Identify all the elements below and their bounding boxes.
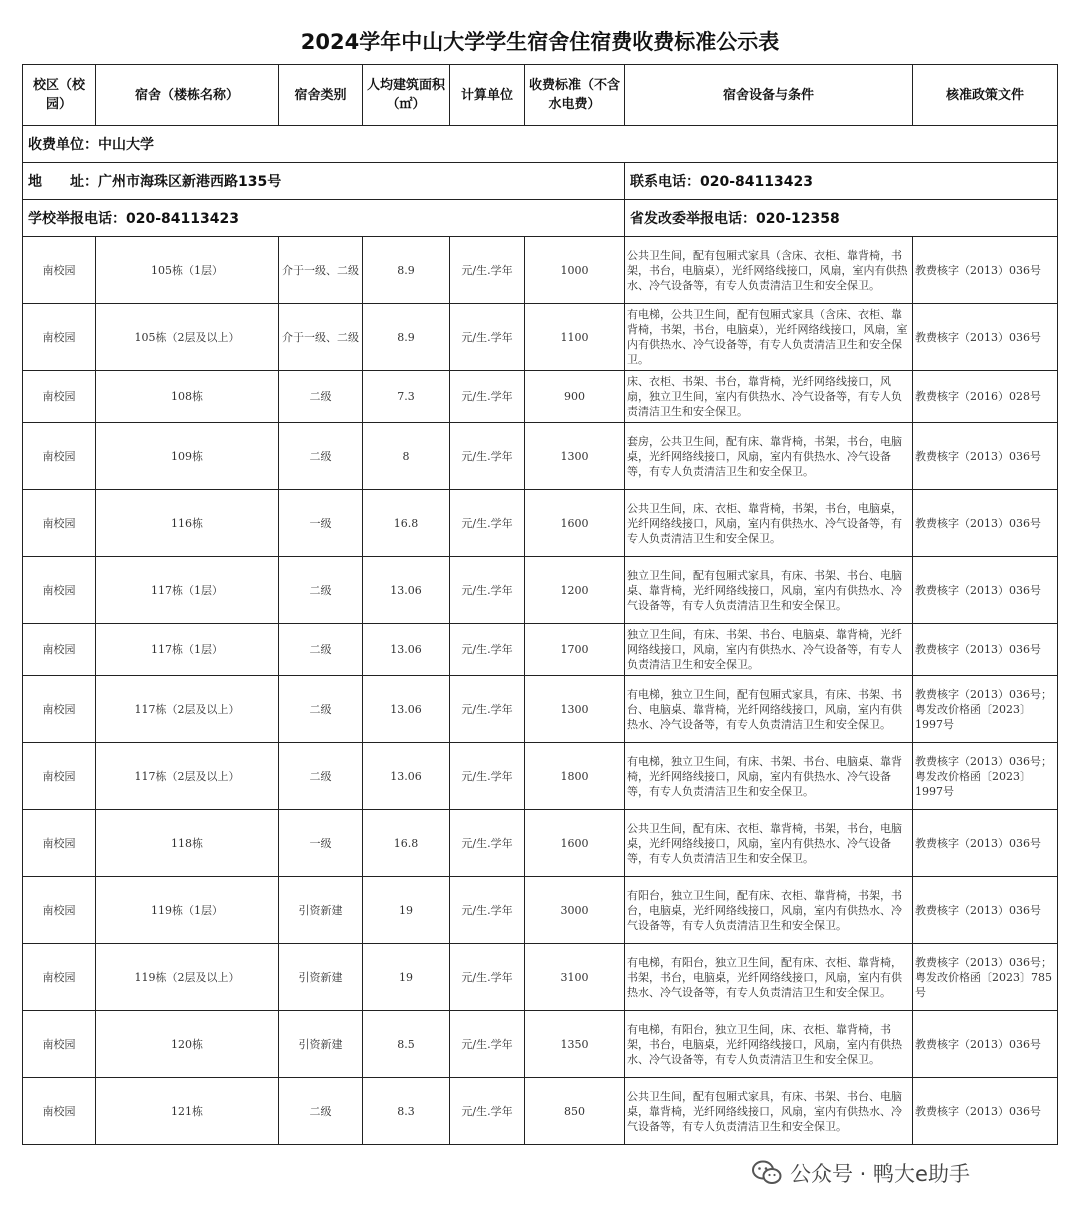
address-label: 地 址： — [28, 174, 98, 190]
area-cell: 8.5 — [363, 1011, 450, 1078]
fee-cell: 1300 — [525, 423, 625, 490]
policy-cell: 教费核字（2013）036号 — [913, 423, 1058, 490]
campus-cell: 南校园 — [23, 743, 96, 810]
table-row — [23, 371, 1058, 423]
policy-cell: 教费核字（2013）036号 — [913, 304, 1058, 371]
campus-cell: 南校园 — [23, 423, 96, 490]
province-report-phone — [625, 200, 1058, 237]
unit-cell: 元/生.学年 — [450, 557, 525, 624]
area-cell: 8.9 — [363, 304, 450, 371]
conditions-cell: 公共卫生间，配有包厢式家具（含床、衣柜、靠背椅，书架，书台，电脑桌），光纤网络线接口，风扇，室内有供热水、冷气设备等，有专人负责清洁卫生和安全保卫。 — [625, 237, 913, 304]
fee-cell: 1350 — [525, 1011, 625, 1078]
conditions-cell: 有电梯，有阳台，独立卫生间，床、衣柜、靠背椅，书架，书台，电脑桌，光纤网络线接口，风扇，室内有供热水、冷气设备等，有专人负责清洁卫生和安全保卫。 — [625, 1011, 913, 1078]
campus-cell: 南校园 — [23, 624, 96, 676]
policy-cell: 教费核字（2013）036号 — [913, 237, 1058, 304]
campus-cell: 南校园 — [23, 676, 96, 743]
area-cell: 19 — [363, 944, 450, 1011]
unit-cell: 元/生.学年 — [450, 1078, 525, 1145]
table-row — [23, 423, 1058, 490]
unit-cell: 元/生.学年 — [450, 1011, 525, 1078]
unit-cell: 元/生.学年 — [450, 624, 525, 676]
category-cell: 二级 — [279, 423, 363, 490]
category-cell: 二级 — [279, 557, 363, 624]
table-row — [23, 1078, 1058, 1145]
building-cell: 108栋 — [96, 371, 279, 423]
campus-cell: 南校园 — [23, 877, 96, 944]
area-cell: 8 — [363, 423, 450, 490]
area-cell: 13.06 — [363, 676, 450, 743]
fee-cell: 1600 — [525, 490, 625, 557]
fee-cell: 1000 — [525, 237, 625, 304]
unit-cell: 元/生.学年 — [450, 743, 525, 810]
policy-cell: 教费核字（2013）036号；粤发改价格函〔2023〕785号 — [913, 944, 1058, 1011]
watermark-text: 公众号 · 鸭大e助手 — [790, 1162, 970, 1186]
building-cell: 109栋 — [96, 423, 279, 490]
document-title: 2024学年中山大学学生宿舍住宿费收费标准公示表 — [300, 30, 780, 54]
unit-cell: 元/生.学年 — [450, 304, 525, 371]
conditions-cell: 有电梯，独立卫生间，有床、书架、书台、电脑桌、靠背椅，光纤网络线接口，风扇，室内有供热水、冷气设备等，有专人负责清洁卫生和安全保卫。 — [625, 743, 913, 810]
conditions-cell: 独立卫生间，有床、书架、书台、电脑桌、靠背椅，光纤网络线接口，风扇，室内有供热水、冷气设备等，有专人负责清洁卫生和安全保卫。 — [625, 624, 913, 676]
province-report-label: 省发改委举报电话： — [630, 211, 756, 227]
fee-cell: 1200 — [525, 557, 625, 624]
contact-phone — [625, 163, 1058, 200]
campus-cell: 南校园 — [23, 810, 96, 877]
category-cell: 二级 — [279, 1078, 363, 1145]
conditions-cell: 有电梯，独立卫生间，配有包厢式家具，有床、书架、书台、电脑桌、靠背椅，光纤网络线接口，风扇，室内有供热水、冷气设备等，有专人负责清洁卫生和安全保卫。 — [625, 676, 913, 743]
campus-cell: 南校园 — [23, 371, 96, 423]
school-report-label: 学校举报电话： — [28, 211, 126, 227]
conditions-cell: 有电梯，有阳台，独立卫生间，配有床、衣柜、靠背椅，书架，书台，电脑桌，光纤网络线接口，风扇，室内有供热水、冷气设备等，有专人负责清洁卫生和安全保卫。 — [625, 944, 913, 1011]
building-cell: 105栋（2层及以上） — [96, 304, 279, 371]
table-row — [23, 743, 1058, 810]
header-building: 宿舍（楼栋名称） — [96, 65, 279, 126]
unit-cell: 元/生.学年 — [450, 237, 525, 304]
fee-cell: 1600 — [525, 810, 625, 877]
header-conditions: 宿舍设备与条件 — [625, 65, 913, 126]
table-row — [23, 557, 1058, 624]
unit-cell: 元/生.学年 — [450, 490, 525, 557]
conditions-cell: 公共卫生间，配有床、衣柜、靠背椅，书架，书台，电脑桌，光纤网络线接口，风扇，室内有供热水、冷气设备等，有专人负责清洁卫生和安全保卫。 — [625, 810, 913, 877]
policy-cell: 教费核字（2013）036号 — [913, 1078, 1058, 1145]
area-cell: 8.9 — [363, 237, 450, 304]
campus-cell: 南校园 — [23, 490, 96, 557]
area-cell: 7.3 — [363, 371, 450, 423]
policy-cell: 教费核字（2013）036号 — [913, 624, 1058, 676]
contact-phone-label: 联系电话： — [630, 174, 700, 190]
fee-cell: 3000 — [525, 877, 625, 944]
fee-cell: 3100 — [525, 944, 625, 1011]
conditions-cell: 套房，公共卫生间，配有床、靠背椅，书架，书台，电脑桌，光纤网络线接口，风扇，室内有供热水、冷气设备等，有专人负责清洁卫生和安全保卫。 — [625, 423, 913, 490]
table-row — [23, 304, 1058, 371]
table-row — [23, 676, 1058, 743]
address-value: 广州市海珠区新港西路135号 — [98, 174, 282, 190]
header-category: 宿舍类别 — [279, 65, 363, 126]
province-report-value: 020-12358 — [756, 211, 840, 227]
policy-cell: 教费核字（2013）036号 — [913, 877, 1058, 944]
area-cell: 8.3 — [363, 1078, 450, 1145]
building-cell: 119栋（2层及以上） — [96, 944, 279, 1011]
fee-cell: 1300 — [525, 676, 625, 743]
wechat-icon — [752, 1160, 782, 1186]
category-cell: 引资新建 — [279, 944, 363, 1011]
category-cell: 二级 — [279, 371, 363, 423]
building-cell: 117栋（1层） — [96, 624, 279, 676]
conditions-cell: 公共卫生间，配有包厢式家具，有床、书架、书台、电脑桌，靠背椅，光纤网络线接口，风扇，室内有供热水、冷气设备等，有专人负责清洁卫生和安全保卫。 — [625, 1078, 913, 1145]
category-cell: 引资新建 — [279, 1011, 363, 1078]
policy-cell: 教费核字（2013）036号；粤发改价格函〔2023〕1997号 — [913, 743, 1058, 810]
building-cell: 120栋 — [96, 1011, 279, 1078]
campus-cell: 南校园 — [23, 237, 96, 304]
table-row — [23, 624, 1058, 676]
contact-phone-value: 020-84113423 — [700, 174, 813, 190]
unit-cell: 元/生.学年 — [450, 423, 525, 490]
fee-cell: 1700 — [525, 624, 625, 676]
area-cell: 16.8 — [363, 810, 450, 877]
unit-cell: 元/生.学年 — [450, 810, 525, 877]
building-cell: 117栋（2层及以上） — [96, 743, 279, 810]
fee-cell: 1100 — [525, 304, 625, 371]
table-body — [23, 237, 1058, 1145]
campus-cell: 南校园 — [23, 304, 96, 371]
fee-cell: 850 — [525, 1078, 625, 1145]
area-cell: 19 — [363, 877, 450, 944]
policy-cell: 教费核字（2013）036号 — [913, 810, 1058, 877]
policy-cell: 教费核字（2013）036号 — [913, 1011, 1058, 1078]
policy-cell: 教费核字（2013）036号；粤发改价格函〔2023〕1997号 — [913, 676, 1058, 743]
category-cell: 一级 — [279, 810, 363, 877]
category-cell: 二级 — [279, 743, 363, 810]
category-cell: 一级 — [279, 490, 363, 557]
conditions-cell: 有电梯，公共卫生间，配有包厢式家具（含床、衣柜、靠背椅，书架，书台，电脑桌），光纤网络线接口，风扇，室内有供热水、冷气设备等，有专人负责清洁卫生和安全保卫。 — [625, 304, 913, 371]
fee-cell: 900 — [525, 371, 625, 423]
unit-cell: 元/生.学年 — [450, 371, 525, 423]
header-row — [23, 65, 1058, 126]
watermark — [752, 1156, 970, 1190]
campus-cell: 南校园 — [23, 557, 96, 624]
campus-cell: 南校园 — [23, 944, 96, 1011]
school-report-value: 020-84113423 — [126, 211, 239, 227]
category-cell: 介于一级、二级 — [279, 237, 363, 304]
conditions-cell: 有阳台，独立卫生间，配有床、衣柜、靠背椅，书架，书台，电脑桌，光纤网络线接口，风扇，室内有供热水、冷气设备等，有专人负责清洁卫生和安全保卫。 — [625, 877, 913, 944]
table-row — [23, 877, 1058, 944]
campus-cell: 南校园 — [23, 1011, 96, 1078]
category-cell: 引资新建 — [279, 877, 363, 944]
conditions-cell: 床、衣柜、书架、书台，靠背椅，光纤网络线接口，风扇，独立卫生间，室内有供热水、冷气设备等，有专人负责清洁卫生和安全保卫。 — [625, 371, 913, 423]
table-row — [23, 944, 1058, 1011]
header-fee: 收费标准（不含水电费） — [525, 65, 625, 126]
area-cell: 13.06 — [363, 743, 450, 810]
category-cell: 二级 — [279, 676, 363, 743]
building-cell: 116栋 — [96, 490, 279, 557]
category-cell: 二级 — [279, 624, 363, 676]
area-cell: 13.06 — [363, 624, 450, 676]
unit-cell: 元/生.学年 — [450, 676, 525, 743]
building-cell: 105栋（1层） — [96, 237, 279, 304]
building-cell: 119栋（1层） — [96, 877, 279, 944]
table-row — [23, 810, 1058, 877]
building-cell: 121栋 — [96, 1078, 279, 1145]
building-cell: 117栋（2层及以上） — [96, 676, 279, 743]
policy-cell: 教费核字（2013）036号 — [913, 490, 1058, 557]
policy-cell: 教费核字（2013）036号 — [913, 557, 1058, 624]
building-cell: 118栋 — [96, 810, 279, 877]
school-report-phone — [23, 200, 625, 237]
area-cell: 16.8 — [363, 490, 450, 557]
unit-cell: 元/生.学年 — [450, 877, 525, 944]
table-row — [23, 237, 1058, 304]
conditions-cell: 公共卫生间，床、衣柜、靠背椅，书架，书台，电脑桌，光纤网络线接口，风扇，室内有供热水、冷气设备等，有专人负责清洁卫生和安全保卫。 — [625, 490, 913, 557]
header-area: 人均建筑面积（㎡） — [363, 65, 450, 126]
header-campus: 校区（校园） — [23, 65, 96, 126]
fee-unit: 收费单位：中山大学 — [23, 126, 1058, 163]
header-unit: 计算单位 — [450, 65, 525, 126]
table-row — [23, 1011, 1058, 1078]
table-row — [23, 490, 1058, 557]
header-policy: 核准政策文件 — [913, 65, 1058, 126]
campus-cell: 南校园 — [23, 1078, 96, 1145]
fee-table — [22, 64, 1058, 1145]
building-cell: 117栋（1层） — [96, 557, 279, 624]
unit-cell: 元/生.学年 — [450, 944, 525, 1011]
fee-cell: 1800 — [525, 743, 625, 810]
address — [23, 163, 625, 200]
category-cell: 介于一级、二级 — [279, 304, 363, 371]
conditions-cell: 独立卫生间，配有包厢式家具，有床、书架、书台、电脑桌、靠背椅，光纤网络线接口，风扇，室内有供热水、冷气设备等，有专人负责清洁卫生和安全保卫。 — [625, 557, 913, 624]
policy-cell: 教费核字（2016）028号 — [913, 371, 1058, 423]
area-cell: 13.06 — [363, 557, 450, 624]
